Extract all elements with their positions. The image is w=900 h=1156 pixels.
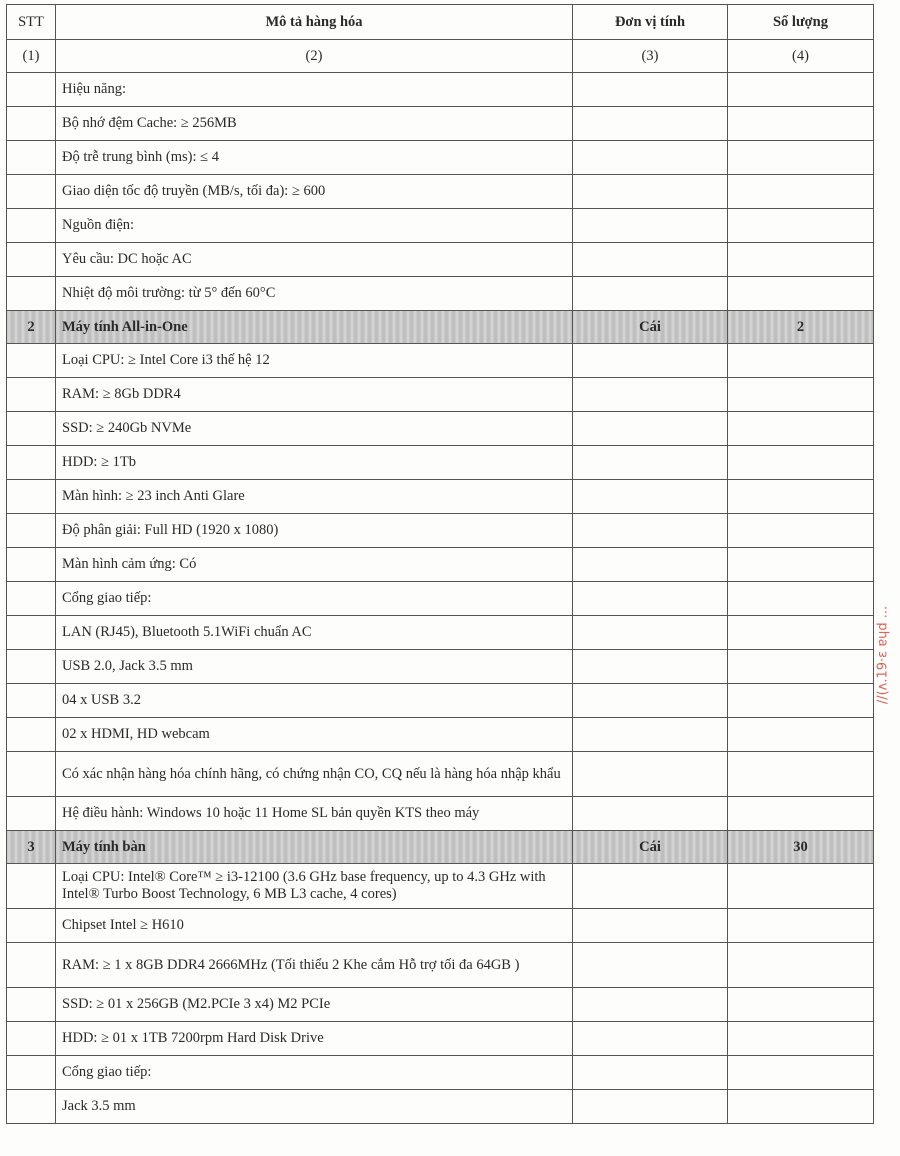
cell-description: Jack 3.5 mm [56, 1090, 573, 1124]
cell-description: Chipset Intel ≥ H610 [56, 909, 573, 943]
cell-stt [7, 277, 56, 311]
cell-quantity [728, 718, 874, 752]
table-row [7, 988, 874, 1022]
table-row [7, 650, 874, 684]
cell-description: Bộ nhớ đệm Cache: ≥ 256MB [56, 107, 573, 141]
cell-quantity: 2 [728, 311, 874, 344]
cell-unit [573, 684, 728, 718]
table-row [7, 514, 874, 548]
cell-quantity [728, 1090, 874, 1124]
cell-stt [7, 864, 56, 909]
cell-stt [7, 650, 56, 684]
cell-unit [573, 446, 728, 480]
cell-stt [7, 73, 56, 107]
cell-quantity [728, 616, 874, 650]
column-number-unit: (3) [573, 40, 728, 73]
table-row [7, 582, 874, 616]
cell-stt [7, 378, 56, 412]
cell-stt [7, 344, 56, 378]
cell-stt [7, 684, 56, 718]
cell-description: Nhiệt độ môi trường: từ 5° đến 60°C [56, 277, 573, 311]
cell-stt [7, 480, 56, 514]
cell-unit [573, 277, 728, 311]
cell-description: Máy tính All-in-One [56, 311, 573, 344]
table-row [7, 684, 874, 718]
table-row [7, 209, 874, 243]
cell-quantity [728, 412, 874, 446]
cell-quantity [728, 243, 874, 277]
cell-unit [573, 909, 728, 943]
header-row [7, 5, 874, 40]
table-row [7, 446, 874, 480]
cell-quantity: 30 [728, 831, 874, 864]
cell-stt [7, 797, 56, 831]
cell-description: Có xác nhận hàng hóa chính hãng, có chứng nhận CO, CQ nếu là hàng hóa nhập khẩu [56, 752, 573, 797]
cell-description: LAN (RJ45), Bluetooth 5.1WiFi chuẩn AC [56, 616, 573, 650]
header-stt: STT [7, 5, 56, 40]
cell-quantity [728, 480, 874, 514]
red-stamp-mark [868, 580, 898, 730]
cell-unit [573, 1090, 728, 1124]
cell-stt [7, 988, 56, 1022]
cell-description: Cổng giao tiếp: [56, 1056, 573, 1090]
cell-unit [573, 943, 728, 988]
cell-unit [573, 175, 728, 209]
cell-stt [7, 909, 56, 943]
cell-unit [573, 73, 728, 107]
cell-stt [7, 752, 56, 797]
stamp-text: //(ʌ.19·ɛ ɐɥd ... [875, 605, 891, 705]
column-number-row [7, 40, 874, 73]
column-number-stt: (1) [7, 40, 56, 73]
cell-stt [7, 141, 56, 175]
cell-unit [573, 412, 728, 446]
table-row [7, 909, 874, 943]
cell-unit [573, 797, 728, 831]
cell-quantity [728, 73, 874, 107]
cell-stt [7, 1056, 56, 1090]
cell-quantity [728, 752, 874, 797]
cell-description: SSD: ≥ 01 x 256GB (M2.PCIe 3 x4) M2 PCIe [56, 988, 573, 1022]
cell-description: Hệ điều hành: Windows 10 hoặc 11 Home SL bản quyền KTS theo máy [56, 797, 573, 831]
cell-description: Độ trễ trung bình (ms): ≤ 4 [56, 141, 573, 175]
cell-description: Nguồn điện: [56, 209, 573, 243]
table-row [7, 175, 874, 209]
cell-description: Hiệu năng: [56, 73, 573, 107]
cell-description: Độ phân giải: Full HD (1920 x 1080) [56, 514, 573, 548]
cell-stt [7, 616, 56, 650]
cell-quantity [728, 988, 874, 1022]
cell-description: HDD: ≥ 1Tb [56, 446, 573, 480]
cell-quantity [728, 378, 874, 412]
cell-stt [7, 107, 56, 141]
table-row [7, 548, 874, 582]
cell-quantity [728, 446, 874, 480]
cell-unit [573, 514, 728, 548]
cell-stt [7, 446, 56, 480]
cell-quantity [728, 175, 874, 209]
cell-description: Cổng giao tiếp: [56, 582, 573, 616]
cell-description: SSD: ≥ 240Gb NVMe [56, 412, 573, 446]
cell-unit [573, 209, 728, 243]
cell-unit [573, 107, 728, 141]
cell-stt [7, 1022, 56, 1056]
cell-quantity [728, 107, 874, 141]
cell-quantity [728, 141, 874, 175]
goods-table-body [7, 40, 874, 1124]
cell-unit [573, 1022, 728, 1056]
column-number-description: (2) [56, 40, 573, 73]
cell-unit: Cái [573, 311, 728, 344]
table-row [7, 480, 874, 514]
table-row [7, 107, 874, 141]
table-row [7, 616, 874, 650]
table-row [7, 141, 874, 175]
table-row [7, 243, 874, 277]
cell-quantity [728, 1056, 874, 1090]
cell-quantity [728, 650, 874, 684]
cell-stt [7, 718, 56, 752]
cell-stt [7, 1090, 56, 1124]
cell-quantity [728, 684, 874, 718]
table-row [7, 1022, 874, 1056]
cell-stt [7, 243, 56, 277]
cell-stt [7, 175, 56, 209]
cell-description: Loại CPU: ≥ Intel Core i3 thế hệ 12 [56, 344, 573, 378]
header-unit: Đơn vị tính [573, 5, 728, 40]
table-row [7, 943, 874, 988]
cell-quantity [728, 548, 874, 582]
goods-specification-sheet [6, 4, 873, 1124]
cell-stt: 2 [7, 311, 56, 344]
cell-quantity [728, 864, 874, 909]
cell-unit [573, 344, 728, 378]
cell-unit [573, 864, 728, 909]
cell-description: Loại CPU: Intel® Core™ ≥ i3-12100 (3.6 GHz base frequency, up to 4.3 GHz with Intel® Turbo Boost Technology, 6 MB L3 cache, 4 cores) [56, 864, 573, 909]
table-row [7, 277, 874, 311]
cell-description: Máy tính bàn [56, 831, 573, 864]
cell-stt [7, 209, 56, 243]
cell-unit [573, 582, 728, 616]
cell-unit [573, 378, 728, 412]
cell-unit [573, 141, 728, 175]
cell-unit [573, 1056, 728, 1090]
cell-description: Màn hình: ≥ 23 inch Anti Glare [56, 480, 573, 514]
cell-description: HDD: ≥ 01 x 1TB 7200rpm Hard Disk Drive [56, 1022, 573, 1056]
table-row [7, 718, 874, 752]
cell-description: 04 x USB 3.2 [56, 684, 573, 718]
cell-unit [573, 243, 728, 277]
table-row [7, 864, 874, 909]
table-row [7, 73, 874, 107]
cell-unit [573, 988, 728, 1022]
table-row [7, 797, 874, 831]
cell-stt: 3 [7, 831, 56, 864]
cell-quantity [728, 277, 874, 311]
table-row [7, 1090, 874, 1124]
cell-unit [573, 650, 728, 684]
cell-unit [573, 616, 728, 650]
cell-unit [573, 548, 728, 582]
cell-stt [7, 943, 56, 988]
table-row [7, 378, 874, 412]
cell-unit: Cái [573, 831, 728, 864]
cell-stt [7, 548, 56, 582]
group-header-row [7, 311, 874, 344]
group-header-row [7, 831, 874, 864]
cell-unit [573, 752, 728, 797]
table-row [7, 1056, 874, 1090]
cell-description: Màn hình cảm ứng: Có [56, 548, 573, 582]
cell-unit [573, 480, 728, 514]
cell-description: Yêu cầu: DC hoặc AC [56, 243, 573, 277]
header-quantity: Số lượng [728, 5, 874, 40]
cell-stt [7, 582, 56, 616]
cell-quantity [728, 582, 874, 616]
table-row [7, 752, 874, 797]
cell-unit [573, 718, 728, 752]
cell-quantity [728, 797, 874, 831]
cell-quantity [728, 943, 874, 988]
cell-quantity [728, 1022, 874, 1056]
cell-quantity [728, 909, 874, 943]
header-description: Mô tả hàng hóa [56, 5, 573, 40]
table-row [7, 412, 874, 446]
cell-quantity [728, 209, 874, 243]
cell-description: Giao diện tốc độ truyền (MB/s, tối đa): ≥ 600 [56, 175, 573, 209]
cell-description: RAM: ≥ 1 x 8GB DDR4 2666MHz (Tối thiểu 2 Khe cắm Hỗ trợ tối đa 64GB ) [56, 943, 573, 988]
goods-table [6, 4, 874, 1124]
cell-stt [7, 412, 56, 446]
table-row [7, 344, 874, 378]
column-number-quantity: (4) [728, 40, 874, 73]
cell-description: USB 2.0, Jack 3.5 mm [56, 650, 573, 684]
cell-quantity [728, 344, 874, 378]
cell-description: RAM: ≥ 8Gb DDR4 [56, 378, 573, 412]
cell-stt [7, 514, 56, 548]
cell-quantity [728, 514, 874, 548]
cell-description: 02 x HDMI, HD webcam [56, 718, 573, 752]
